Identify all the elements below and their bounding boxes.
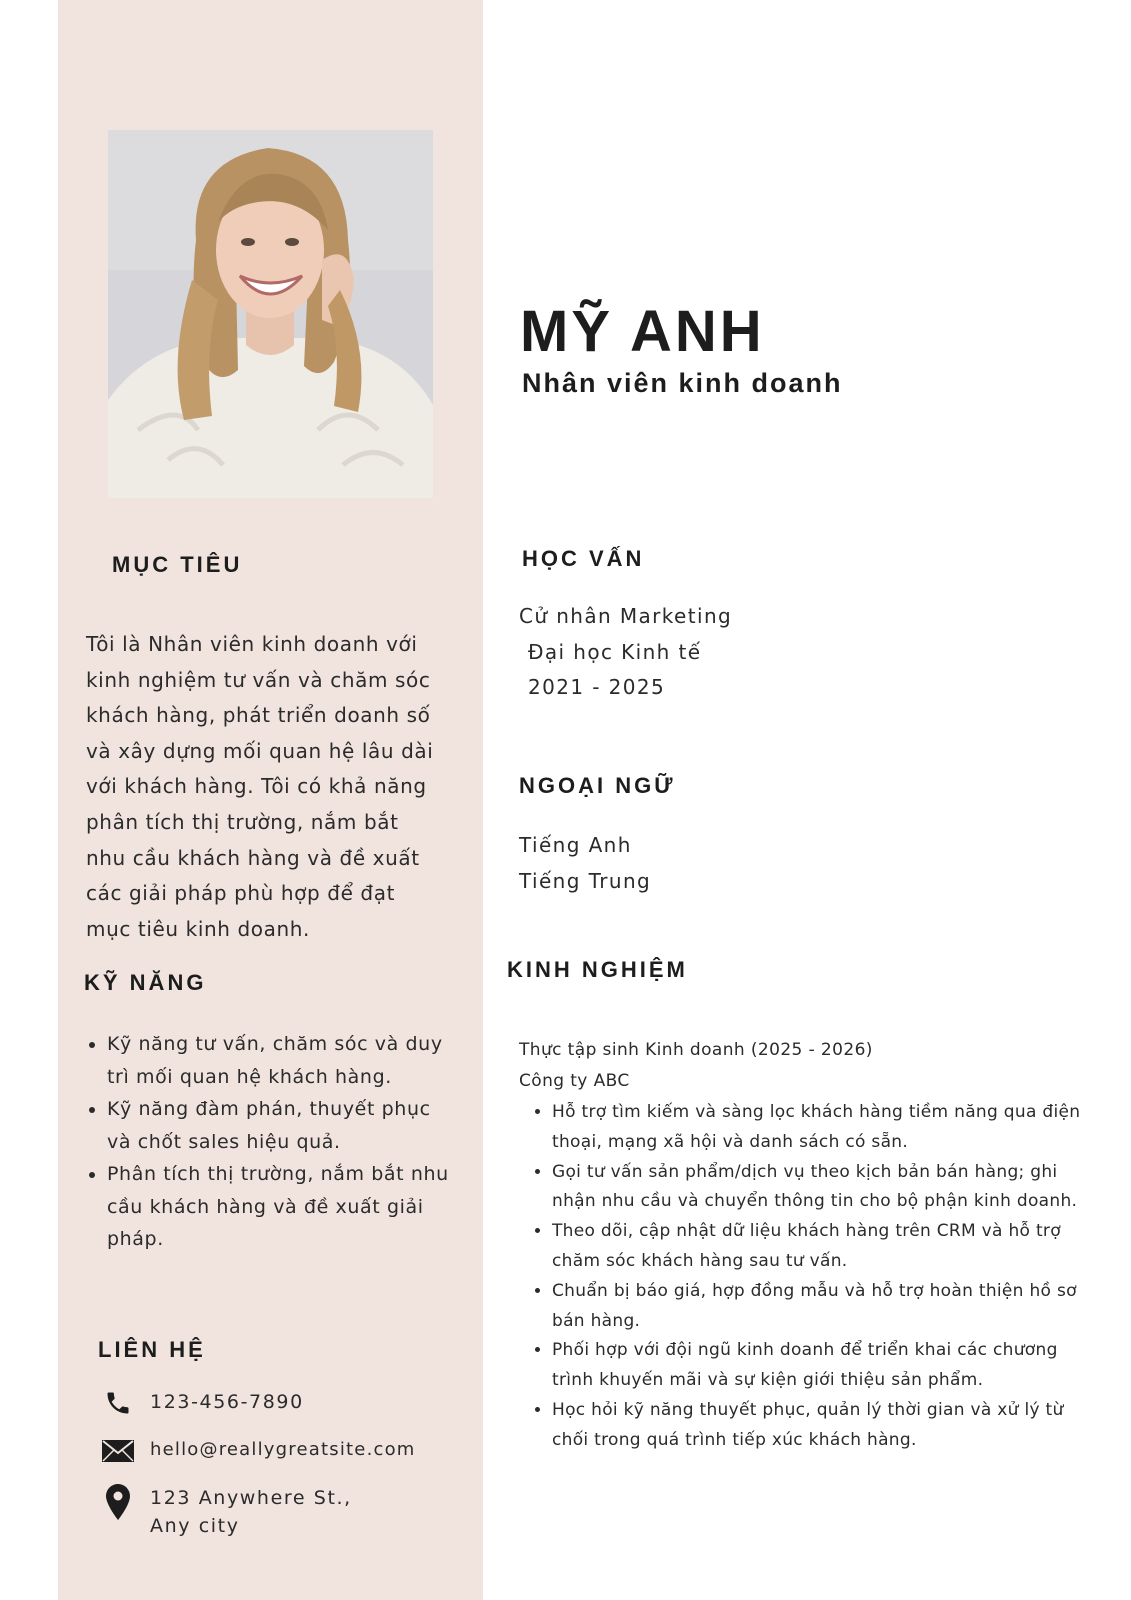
profile-photo xyxy=(108,130,433,498)
objective-text: Tôi là Nhân viên kinh doanh với kinh nghiệm tư vấn và chăm sóc khách hàng, phát triển doanh số và xây dựng mối quan hệ lâu dài với khách hàng. Tôi có khả năng phân tích thị trường, nắm bắt nhu cầu khách hàng và đề xuất các giải pháp phù hợp để đạt mục tiêu kinh doanh. xyxy=(86,632,434,941)
experience-list xyxy=(529,1098,1084,1456)
list-item: • Theo dõi, cập nhật dữ liệu khách hàng trên CRM và hỗ trợ chăm sóc khách hàng sau tư vấn. xyxy=(552,1217,1084,1277)
education-degree: Cử nhân Marketing xyxy=(519,604,733,628)
mail-icon xyxy=(100,1436,136,1466)
list-item: • Học hỏi kỹ năng thuyết phục, quản lý thời gian và xử lý từ chối trong quá trình tiếp xúc khách hàng. xyxy=(552,1396,1084,1456)
language-item: Tiếng Trung xyxy=(519,869,652,893)
list-item: • Hỗ trợ tìm kiếm và sàng lọc khách hàng tiềm năng qua điện thoại, mạng xã hội và danh sách có sẵn. xyxy=(552,1098,1084,1158)
email-text[interactable]: hello@reallygreatsite.com xyxy=(150,1439,416,1460)
phone-text[interactable]: 123-456-7890 xyxy=(150,1391,304,1413)
skills-list xyxy=(84,1028,457,1256)
languages-heading: NGOẠI NGỮ xyxy=(519,773,676,798)
location-pin-icon xyxy=(100,1484,136,1520)
list-item: • Phối hợp với đội ngũ kinh doanh để triển khai các chương trình khuyến mãi và sự kiện giới thiệu sản phẩm. xyxy=(552,1336,1084,1396)
address-text: 123 Anywhere St., Any city xyxy=(150,1487,352,1537)
experience-heading: KINH NGHIỆM xyxy=(507,957,688,982)
contact-heading: LIÊN HỆ xyxy=(98,1337,206,1362)
contact-email-row xyxy=(100,1436,416,1466)
contact-address-row xyxy=(100,1484,390,1540)
list-item: • Chuẩn bị báo giá, hợp đồng mẫu và hỗ trợ hoàn thiện hồ sơ bán hàng. xyxy=(552,1277,1084,1337)
experience-role: Thực tập sinh Kinh doanh (2025 - 2026) xyxy=(519,1040,873,1060)
list-item: • Gọi tư vấn sản phẩm/dịch vụ theo kịch bản bán hàng; ghi nhận nhu cầu và chuyển thông tin cho bộ phận kinh doanh. xyxy=(552,1158,1084,1218)
list-item: • Phân tích thị trường, nắm bắt nhu cầu khách hàng và đề xuất giải pháp. xyxy=(107,1158,457,1256)
phone-icon xyxy=(100,1388,136,1418)
job-title: Nhân viên kinh doanh xyxy=(522,368,843,398)
education-school: Đại học Kinh tế xyxy=(528,640,702,664)
language-item: Tiếng Anh xyxy=(519,833,632,857)
experience-company: Công ty ABC xyxy=(519,1071,630,1091)
objective-heading: MỤC TIÊU xyxy=(112,552,243,577)
education-heading: HỌC VẤN xyxy=(522,546,645,571)
list-item: • Kỹ năng tư vấn, chăm sóc và duy trì mối quan hệ khách hàng. xyxy=(107,1028,457,1093)
person-name: MỸ ANH xyxy=(520,299,765,364)
education-years: 2021 - 2025 xyxy=(528,675,666,699)
skills-heading: KỸ NĂNG xyxy=(84,970,207,995)
contact-phone-row xyxy=(100,1388,304,1418)
list-item: • Kỹ năng đàm phán, thuyết phục và chốt sales hiệu quả. xyxy=(107,1093,457,1158)
